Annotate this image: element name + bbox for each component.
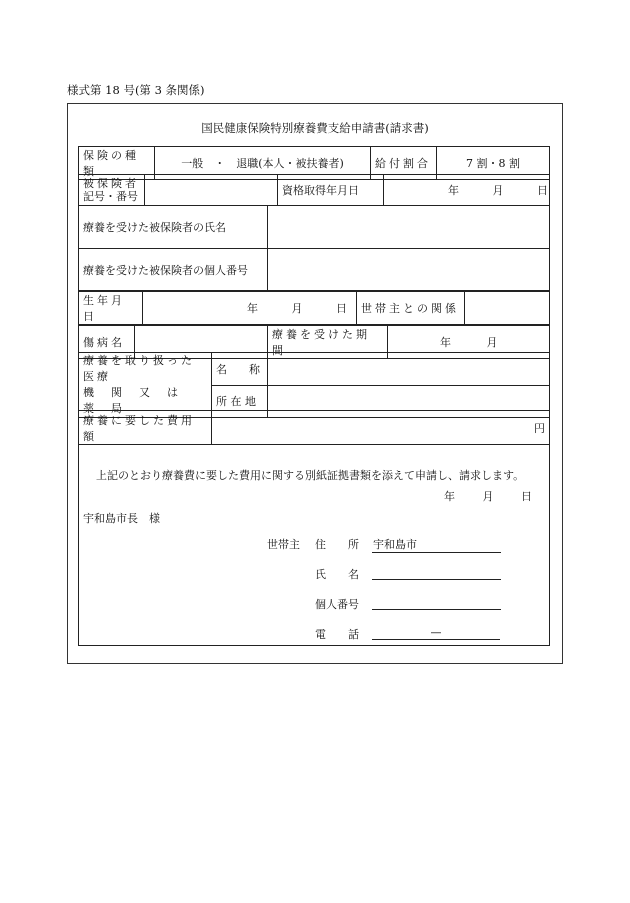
qualification-date-field[interactable]: 年 月 日 [384,175,550,206]
disease-label: 傷病名 [79,326,135,359]
insurance-type-value[interactable]: 一般 ・ 退職(本人・被扶養者) [155,147,371,180]
cost-label: 療養に要した費用額 [79,411,212,445]
relation-label: 世帯主との関係 [357,292,465,325]
benefit-rate-label: 給付割合 [371,147,437,180]
benefit-rate-value[interactable]: 7 割・8 割 [437,147,550,180]
row-birthdate [78,291,550,325]
insured-symbol-label: 被保険者 記号・番号 [79,175,145,206]
personal-number-field[interactable] [372,596,501,610]
phone-field[interactable]: — [372,626,500,640]
declaration-text: 上記のとおり療養費に要した費用に関する別紙証拠書類を添えて申請し、請求します。 [96,469,525,482]
relation-field[interactable] [465,292,550,325]
patient-name-label: 療養を受けた被保険者の氏名 [79,206,268,249]
name-label: 氏 名 [315,568,359,581]
row-patient-name [78,205,550,249]
form-number-label: 様式第 18 号(第 3 条関係) [67,83,205,97]
patient-id-field[interactable] [268,249,550,291]
insurance-type-label: 保険の種類 [79,147,155,180]
declaration-date[interactable]: 年 月 日 [444,490,532,503]
row-cost [78,410,550,445]
phone-label: 電 話 [315,628,359,641]
row-institution [78,352,550,418]
yen-unit: 円 [534,421,545,435]
institution-name-field[interactable] [268,353,550,386]
birthdate-label: 生年月日 [79,292,143,325]
institution-label: 療養を取り扱った医療 機 関 又 は 薬 局 [79,353,212,418]
cost-field[interactable] [212,411,550,445]
head-of-household-label: 世帯主 [267,538,300,551]
qualification-date-label: 資格取得年月日 [278,175,384,206]
name-field[interactable] [372,566,501,580]
birthdate-field[interactable]: 年 月 日 [143,292,357,325]
personal-number-label: 個人番号 [315,598,359,611]
patient-id-label: 療養を受けた被保険者の個人番号 [79,249,268,291]
patient-name-field[interactable] [268,206,550,249]
row-patient-id [78,248,550,291]
institution-address-label: 所 在 地 [212,385,268,418]
addressee: 宇和島市長 様 [83,512,160,525]
address-label: 住 所 [315,538,359,551]
treatment-period-label: 療養を受けた期間 [268,326,388,359]
institution-name-label: 名 称 [212,353,268,386]
form-title: 国民健康保険特別療養費支給申請書(請求書) [201,121,429,135]
insured-symbol-field[interactable] [145,175,278,206]
treatment-period-field[interactable]: 年 月 [388,326,550,359]
address-field[interactable]: 宇和島市 [372,536,501,553]
row-insured-symbol [78,174,550,206]
